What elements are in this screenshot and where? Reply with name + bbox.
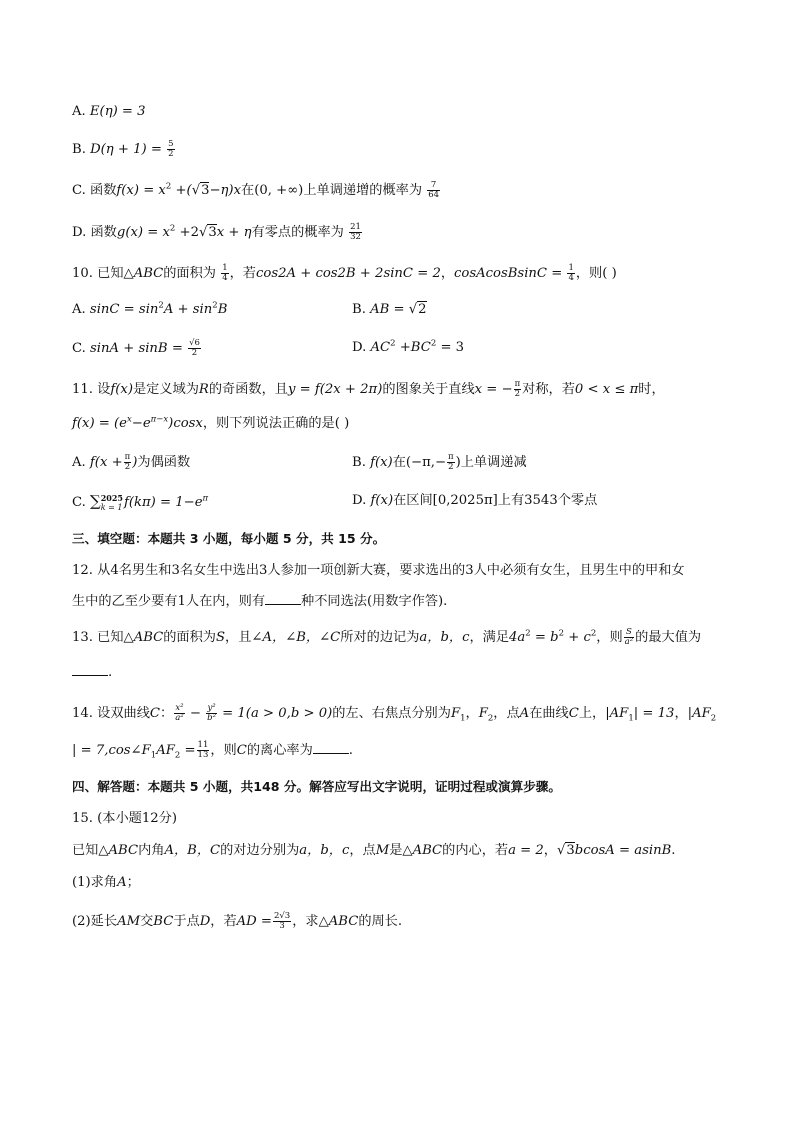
q13-answer-blank: . (72, 664, 112, 682)
q11-option-d: D. f(x)在区间[0,2025π]上有3543个零点 (352, 493, 598, 508)
q15-stem: 已知△ABC内角A，B，C的对边分别为a，b，c，点M是△ABC的内心，若a = 2，√3bcosA = asinB. (72, 843, 676, 858)
q15-heading: 15. (本小题12分) (72, 811, 177, 826)
q15-part2: (2)延长AM交BC于点D，若AD = $\frac{2√3}{3}$ ，求△ABC的周长. (72, 911, 403, 931)
section-3-heading: 三、填空题：本题共 3 小题，每小题 5 分，共 15 分。 (72, 531, 386, 546)
q14-stem-line1: 14. 设双曲线C： $\frac{\text{x²}}{\text{a²}}$ − $\frac{\text{y²}}{\text{b²}}$ = 1(a > 0,b > 0)的左、右焦点分别为$F_1$，$F_2$，点A在曲线C上，$|AF_1| = 13$，$|AF_2$ (72, 703, 717, 724)
q11-stem-line1: 11. 设f(x)是定义域为R的奇函数，且y = f(2x + 2π)的图象关于直线x = − $\frac{\pi}{2}$ 对称，若0 < x ≤ π时， (72, 379, 665, 399)
q14-stem-line2: | = $7,\cos\angle F_1AF_2$ = $\frac{11}{13}$ ，则C的离心率为 . (72, 740, 353, 761)
q9-option-a: A. E(η) = 3 (72, 104, 146, 119)
q11-option-a: A. f(x + $\frac{\pi}{2}$ )为偶函数 (72, 452, 191, 472)
q10-option-b: B. AB = √2 (352, 302, 427, 317)
q15-part1: (1)求角A； (72, 875, 140, 890)
fraction: $\frac{5}{2}$ (168, 139, 174, 159)
q11-option-b: B. f(x)在(−π,− $\frac{\pi}{2}$ )上单调递减 (352, 452, 527, 472)
q11-option-c: C. ∑ 2025 k = 1 $f(k\pi) = 1-e^\pi$ (72, 492, 209, 512)
q12-line2: 生中的乙至少要有1人在内，则有 种不同选法(用数字作答). (72, 594, 448, 609)
q12-line1: 12. 从4名男生和3名女生中选出3人参加一项创新大赛，要求选出的3人中必须有女生，且男生中的甲和女 (72, 563, 685, 578)
q9-option-d: D. 函数$g(x) = x^2 +2√3x + \eta$有零点的概率为 $\frac{21}{32}$ (72, 222, 361, 242)
q10-option-c: C. sinA + sinB = $\frac{√6}{2}$ (72, 338, 200, 358)
q10-option-a: A. $\sin C = \sin^2A + \sin^2B$ (72, 300, 228, 317)
answer-blank (265, 594, 301, 605)
q11-stem-line2: $f(x) = (e^x-e^{\pi-x})\cos x$，则下列说法正确的是( ) (72, 414, 350, 431)
q9-option-b: B. D(η + 1) = $\frac{5}{2}$ (72, 139, 174, 159)
q13-stem: 13. 已知△ABC的面积为S，且∠A，∠B，∠C所对的边记为a，b，c，满足$4a^2 = b^2 + c^2$，则 $\frac{S}{\text{a²}}$ 的最大值为 (72, 627, 702, 647)
q9-option-c: C. 函数$f(x) = x^2 +(√3-\eta)x$在(0, +∞)上单调递增的概率为 $\frac{7}{64}$ (72, 180, 440, 200)
section-4-heading: 四、解答题：本题共 5 小题，共148 分。解答应写出文字说明，证明过程或演算步骤。 (72, 779, 561, 794)
q10-stem: 10. 已知△ABC的面积为 $\frac{1}{4}$ ，若cos2A + cos2B + 2sinC = 2，cosAcosBsinC = $\frac{1}{4}$ ，则( ) (72, 263, 617, 283)
q10-option-d: D. $AC^2 +BC^2 = 3$ (352, 338, 465, 355)
